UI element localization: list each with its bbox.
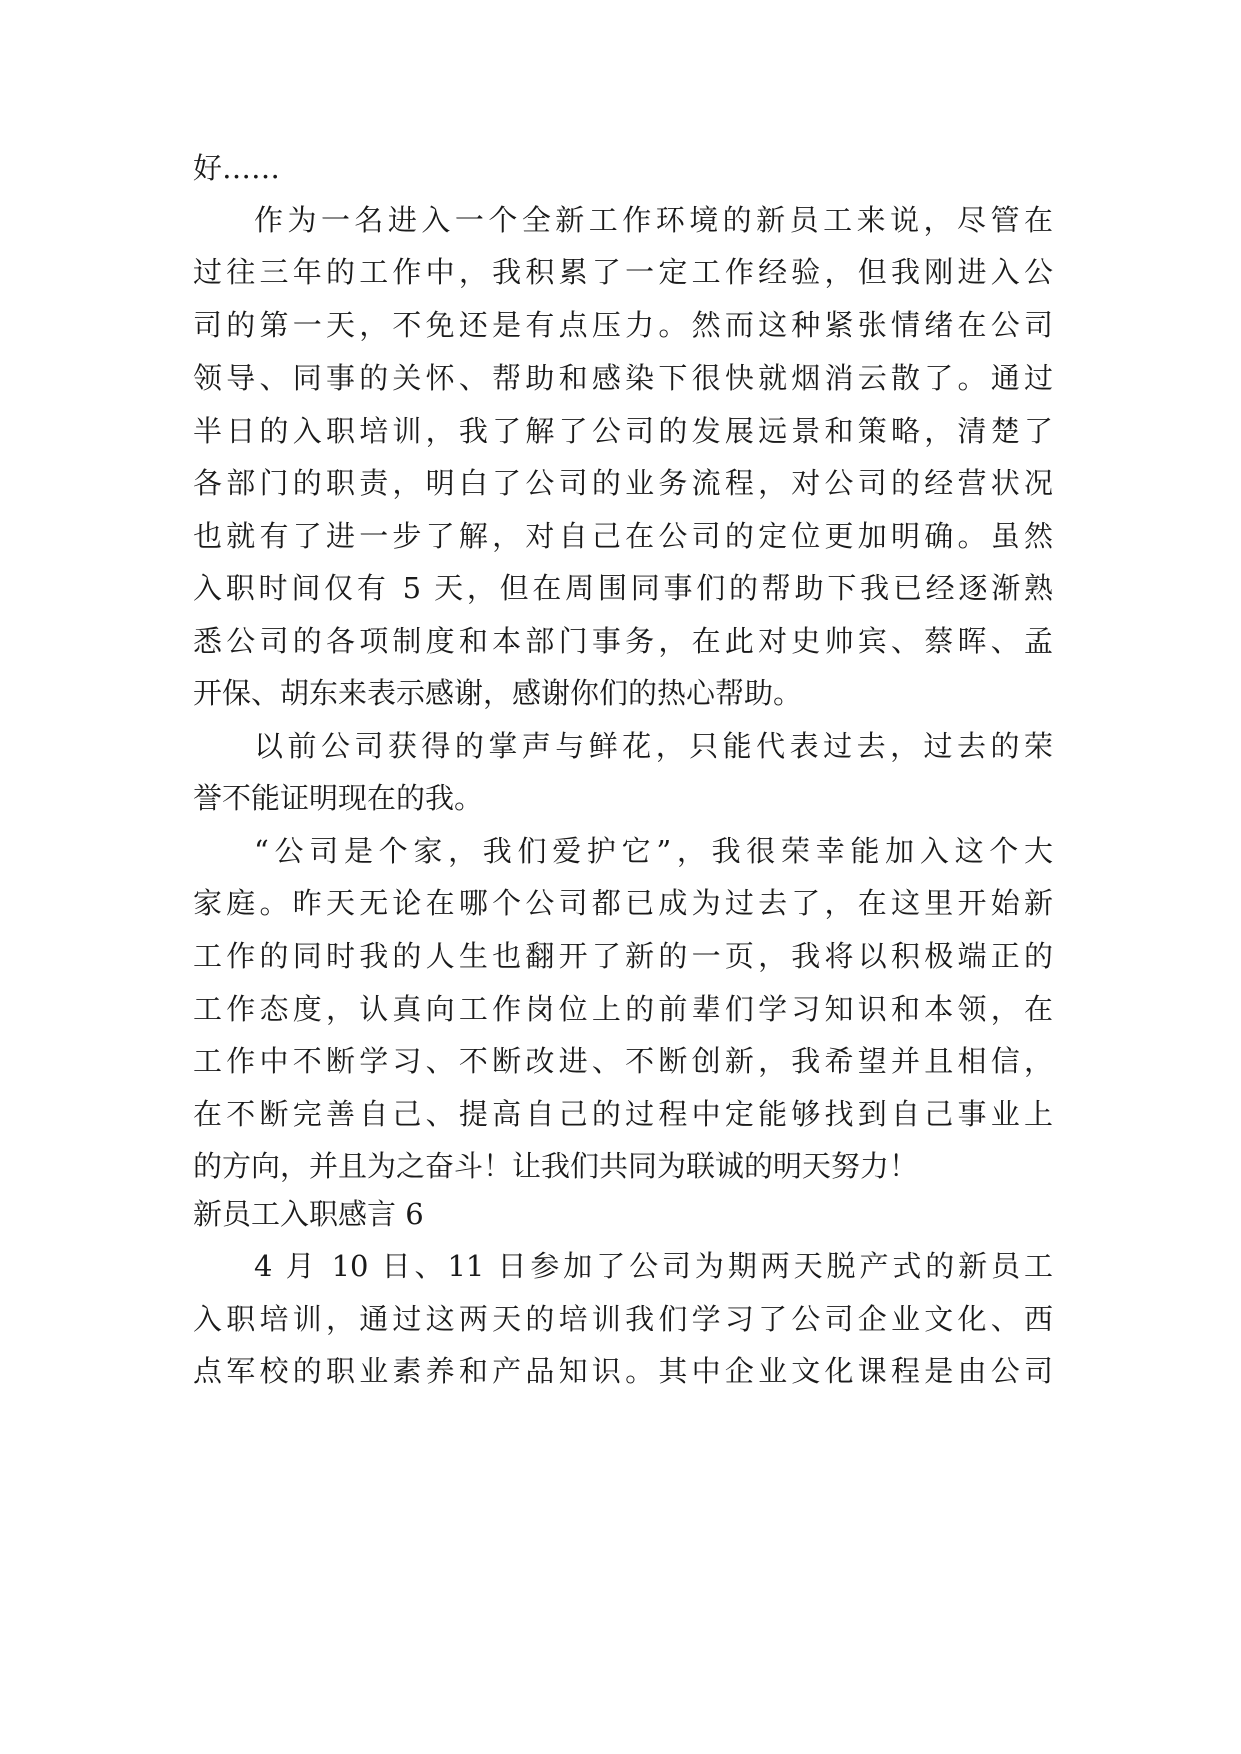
text-line: 半日的入职培训，我了解了公司的发展远景和策略，清楚了 (193, 414, 1053, 448)
text-line: 在不断完善自己、提高自己的过程中定能够找到自己事业上 (193, 1097, 1053, 1131)
paragraph-first-line: “公司是个家，我们爱护它”，我很荣幸能加入这个大 (254, 834, 1053, 868)
text-line: 好…… (193, 151, 281, 185)
text-line: 工作中不断学习、不断改进、不断创新，我希望并且相信， (193, 1044, 1053, 1078)
text-line: 开保、胡东来表示感谢，感谢你们的热心帮助。 (193, 676, 803, 710)
text-line: 领导、同事的关怀、帮助和感染下很快就烟消云散了。通过 (193, 361, 1053, 395)
text-line: 各部门的职责，明白了公司的业务流程，对公司的经营状况 (193, 466, 1053, 500)
section-heading: 新员工入职感言 6 (193, 1197, 424, 1231)
text-line: 也就有了进一步了解，对自己在公司的定位更加明确。虽然 (193, 519, 1053, 553)
text-line: 工作态度，认真向工作岗位上的前辈们学习知识和本领，在 (193, 992, 1053, 1026)
paragraph-first-line: 作为一名进入一个全新工作环境的新员工来说，尽管在 (254, 203, 1053, 237)
paragraph-first-line: 以前公司获得的掌声与鲜花，只能代表过去，过去的荣 (254, 729, 1053, 763)
text-line: 司的第一天，不免还是有点压力。然而这种紧张情绪在公司 (193, 308, 1053, 342)
text-line: 点军校的职业素养和产品知识。其中企业文化课程是由公司 (193, 1354, 1053, 1388)
text-line: 过往三年的工作中，我积累了一定工作经验，但我刚进入公 (193, 255, 1053, 289)
text-line: 入职时间仅有 5 天，但在周围同事们的帮助下我已经逐渐熟 (193, 571, 1053, 605)
text-line: 入职培训，通过这两天的培训我们学习了公司企业文化、西 (193, 1302, 1053, 1336)
text-line: 的方向，并且为之奋斗！让我们共同为联诚的明天努力！ (193, 1149, 919, 1183)
text-line: 誉不能证明现在的我。 (193, 781, 484, 815)
text-line: 悉公司的各项制度和本部门事务，在此对史帅宾、蔡晖、孟 (193, 624, 1053, 658)
text-line: 工作的同时我的人生也翻开了新的一页，我将以积极端正的 (193, 939, 1053, 973)
paragraph-first-line: 4 月 10 日、11 日参加了公司为期两天脱产式的新员工 (254, 1249, 1053, 1283)
text-line: 家庭。昨天无论在哪个公司都已成为过去了，在这里开始新 (193, 886, 1053, 920)
